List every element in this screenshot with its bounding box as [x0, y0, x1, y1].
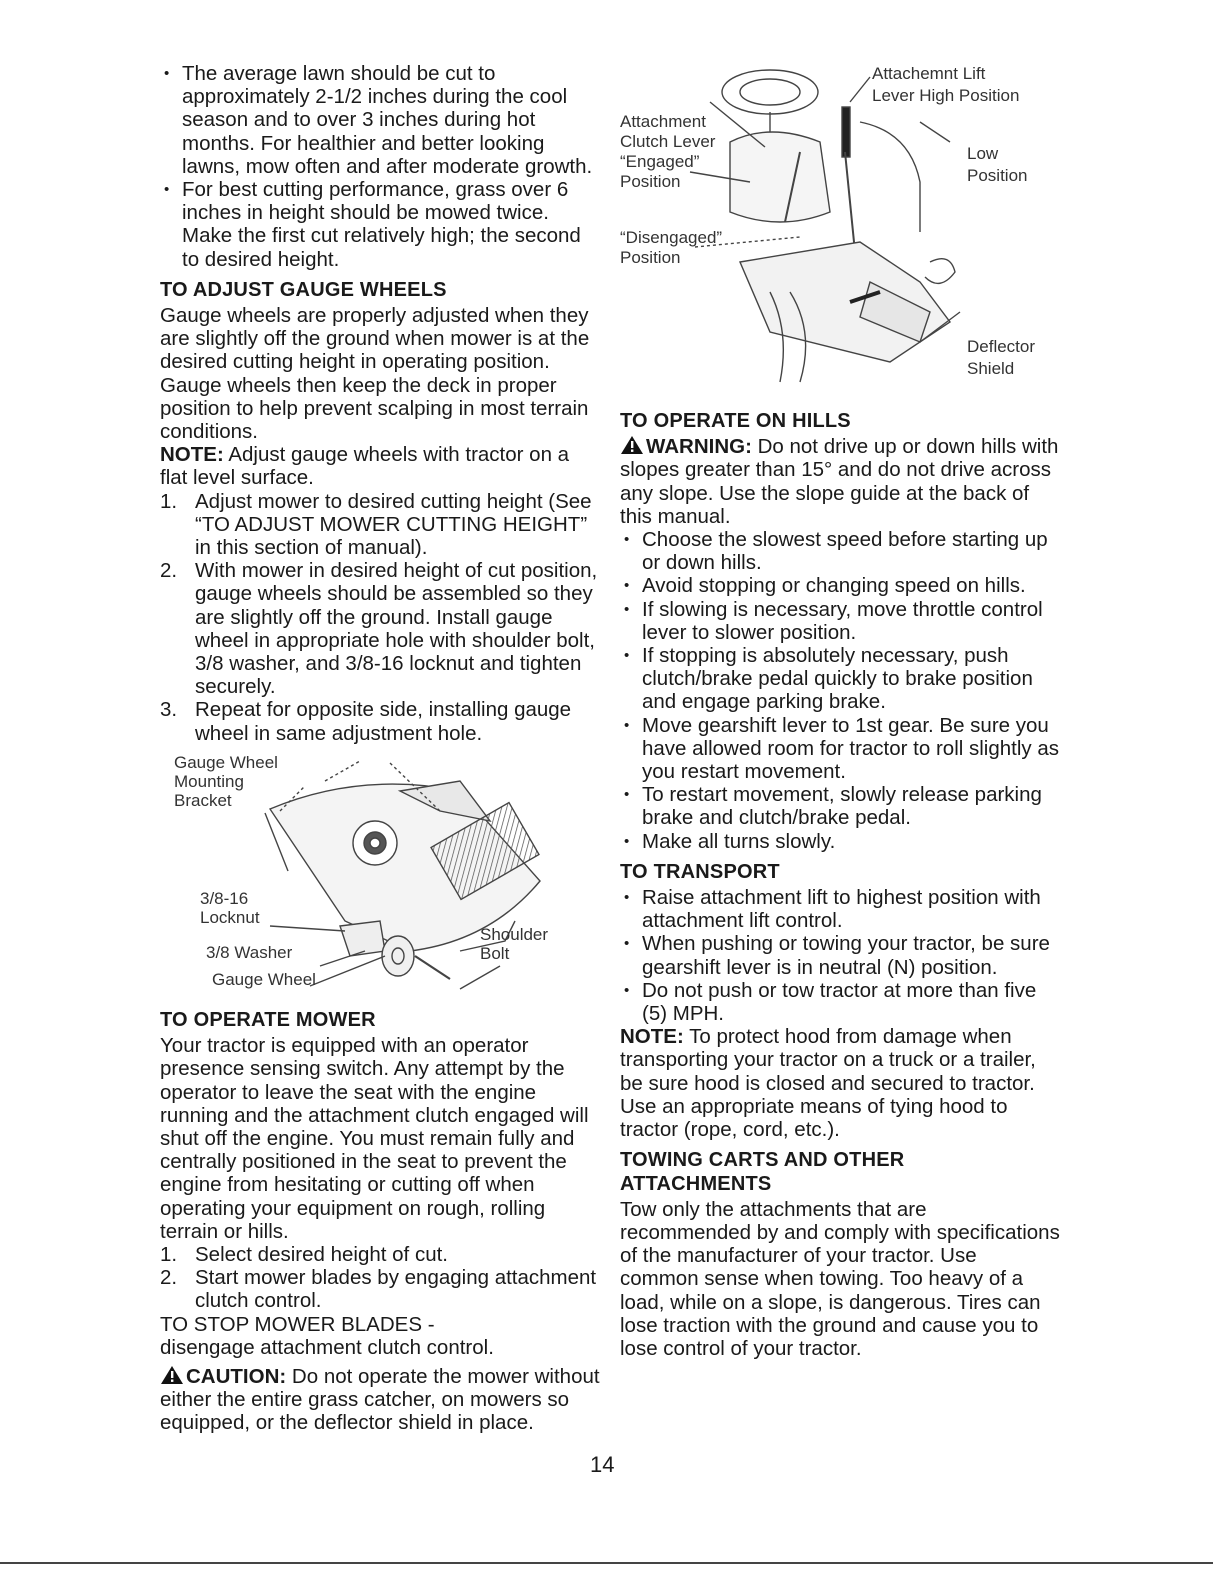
warning-block [620, 435, 1060, 528]
label-shoulder: Shoulder [480, 924, 549, 944]
step-number: 1. [160, 1242, 178, 1266]
attachment-lever-figure [620, 62, 1060, 402]
warning-text: Do not drive up or down hills with slopes greater than 15° and do not drive across any slope. Use the slope guide at the back of this manual. [620, 435, 1059, 528]
step-number: 2. [160, 1266, 178, 1290]
warning-label: WARNING: [646, 435, 752, 459]
step-text: With mower in desired height of cut position, gauge wheels should be assembled so they are slightly off the ground. Install gauge wheel in appropriate hole with shoulder bolt, 3/8 washer, and 3/8-16 locknut and tighten securely. [195, 559, 598, 699]
label-clutch-4: Position [620, 172, 681, 191]
label-locknut-2: Locknut [200, 907, 260, 927]
page-number: 14 [590, 1452, 615, 1477]
label-bolt: Bolt [480, 943, 510, 963]
stop-line-2: disengage attachment clutch control. [160, 1335, 494, 1359]
section-heading-hills: TO OPERATE ON HILLS [620, 410, 851, 432]
label-clutch-1: Attachment [620, 112, 706, 131]
operate-body: Your tractor is equipped with an operator presence sensing switch. Any attempt by the operator to leave the seat with the engine running and the attachment clutch engaged will shut off the engine. You must remain fully and centrally positioned in the seat to prevent the engine from hesitating or cutting off when operating your equipment on rough, rolling terrain or hills. [160, 1034, 589, 1243]
note-text: To protect hood from damage when transporting your tractor on a truck or a trailer, be sure hood is closed and secured to tractor. Use an appropriate means of tying hood to tractor (rope, cord, etc.). [620, 1025, 1036, 1142]
section-heading-towing: TOWING CARTS AND OTHER ATTACHMENTS [620, 1149, 905, 1195]
note-label: NOTE: [620, 1025, 684, 1049]
transport-note [620, 1025, 1060, 1141]
list-item: • The average lawn should be cut to approximately 2-1/2 inches during the cool season and to over 3 inches during hot months. For healthier and better looking lawns, mow often and after moderate growth. [160, 62, 600, 178]
warning-triangle-icon [160, 1365, 184, 1385]
footer-rule [0, 1562, 1213, 1564]
step-text: Start mower blades by engaging attachment clutch control. [195, 1266, 597, 1313]
label-lift-1: Attachemnt Lift [872, 64, 986, 83]
step-text: Repeat for opposite side, installing gauge wheel in same adjustment hole. [195, 698, 572, 745]
list-item: • To restart movement, slowly release parking brake and clutch/brake pedal. [620, 783, 1060, 829]
label-locknut-1: 3/8-16 [200, 888, 249, 908]
label-washer: 3/8 Washer [206, 942, 293, 962]
list-item: • Do not push or tow tractor at more than five (5) MPH. [620, 979, 1060, 1025]
step-item [160, 490, 600, 560]
list-item: • Move gearshift lever to 1st gear. Be sure you have allowed room for tractor to roll slightly as you restart movement. [620, 714, 1060, 784]
section-heading-transport: TO TRANSPORT [620, 860, 780, 883]
label-deflector-1: Deflector [967, 337, 1036, 356]
label-bracket-2: Mounting [174, 771, 244, 791]
list-item: • For best cutting performance, grass over 6 inches in height should be mowed twice. Make the first cut relatively high; the second to desired height. [160, 178, 600, 271]
list-item: • If stopping is absolutely necessary, push clutch/brake pedal quickly to brake position and engage parking brake. [620, 644, 1060, 714]
label-low-1: Low [967, 144, 999, 163]
note-label: NOTE: [160, 443, 224, 467]
gauge-wheel-figure [160, 751, 600, 1001]
step-item [160, 1243, 600, 1266]
list-item: • If slowing is necessary, move throttle control lever to slower position. [620, 598, 1060, 644]
list-item: • Choose the slowest speed before starting up or down hills. [620, 528, 1060, 574]
stop-line-1: TO STOP MOWER BLADES - [160, 1312, 435, 1336]
label-bracket-3: Bracket [174, 790, 232, 810]
list-item: • Avoid stopping or changing speed on hills. [620, 574, 1060, 597]
caution-label: CAUTION: [186, 1364, 287, 1388]
label-disengaged-2: Position [620, 248, 681, 267]
step-item [160, 698, 600, 744]
warning-triangle-icon [620, 435, 644, 455]
section-heading-operate-mower: TO OPERATE MOWER [160, 1008, 376, 1031]
step-item [160, 1266, 600, 1312]
label-disengaged-1: “Disengaged” [620, 228, 723, 247]
gauge-body: Gauge wheels are properly adjusted when they are slightly off the ground when mower is at the desired cutting height in operating position. Gauge wheels then keep the deck in proper position to help prevent scalping in most terrain conditions. [160, 304, 590, 444]
step-number: 2. [160, 559, 178, 583]
list-item: • Raise attachment lift to highest position with attachment lift control. [620, 886, 1060, 932]
step-number: 1. [160, 489, 178, 513]
label-lift-2: Lever High Position [872, 86, 1020, 105]
label-low-2: Position [967, 166, 1028, 185]
gauge-note [160, 443, 600, 489]
towing-body: Tow only the attachments that are recommended by and comply with specifications of the manufacturer of your tractor. Use common sense when towing. Too heavy of a load, while on a slope, is dangerous. Tires can lose traction with the ground and cause you to lose control of your tractor. [620, 1197, 1060, 1360]
step-item [160, 559, 600, 698]
label-clutch-2: Clutch Lever [620, 132, 716, 151]
label-deflector-2: Shield [967, 359, 1015, 378]
label-clutch-3: “Engaged” [620, 152, 700, 171]
label-bracket-1: Gauge Wheel [174, 752, 278, 772]
step-text: Adjust mower to desired cutting height (See “TO ADJUST MOWER CUTTING HEIGHT” in this section of manual). [195, 489, 592, 560]
left-column [160, 62, 600, 1435]
right-column [620, 62, 1060, 1360]
step-text: Select desired height of cut. [195, 1242, 448, 1266]
caution-block [160, 1365, 600, 1435]
list-item: • When pushing or towing your tractor, be sure gearshift lever is in neutral (N) position. [620, 932, 1060, 978]
step-number: 3. [160, 698, 178, 722]
list-item: • Make all turns slowly. [620, 830, 1060, 853]
section-heading-gauge-wheels: TO ADJUST GAUGE WHEELS [160, 278, 447, 301]
label-gauge-wheel: Gauge Wheel [212, 969, 316, 989]
caution-text: Do not operate the mower without either the entire grass catcher, on mowers so equipped, or the deflector shield in place. [160, 1364, 600, 1435]
note-text: Adjust gauge wheels with tractor on a flat level surface. [160, 443, 570, 490]
